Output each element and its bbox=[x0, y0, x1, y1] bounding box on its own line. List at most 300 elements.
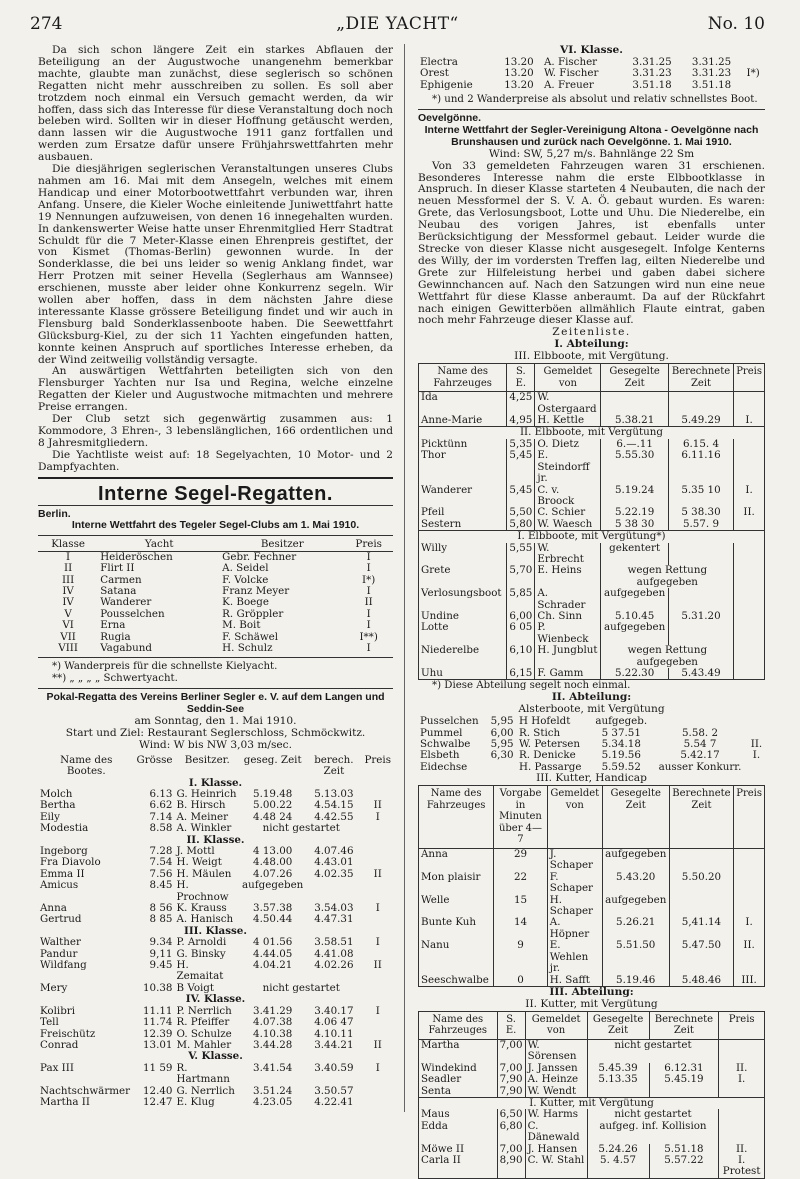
table-cell bbox=[362, 823, 393, 834]
table-cell: C. W. Stahl bbox=[525, 1155, 587, 1178]
paragraph: Der Club setzt sich gegenwärtig zusammen aus: 1 Kommodore, 3 Ehren-, 3 lebenslänglichen, 166 ordentlichen und 8 Jahresmitgliedern. bbox=[38, 413, 393, 449]
table-row bbox=[38, 632, 393, 643]
paragraph: Da sich schon längere Zeit ein starkes Abflauen der Beteiligung an der Augustwoche unangenehm bemerkbar machte, glaubte man zunächst, diese seglerisch so schönen Regatten nicht mehr ausschreiben zu sollen. Es soll aber trotzdem noch einmal ein Versuch gemacht werden, da wir hoffen, dass sich das Interesse für diese Veranstaltung doch noch beleben wird. Sollten wir in dieser Hoffnung getäuscht werden, dann lassen wir die Augustwoche 1911 ganz fortfallen und werden zum Ersatze dafür unsere Frühjahrswettfahrten mehr ausbauen. bbox=[38, 44, 393, 164]
table-row bbox=[419, 1086, 765, 1098]
table-cell: 5.58. 2 bbox=[682, 726, 719, 739]
table-cell: Uhu bbox=[419, 668, 507, 680]
table-cell: 5,50 bbox=[507, 507, 535, 518]
table-cell: Conrad bbox=[40, 1038, 79, 1051]
table-cell: Verlosungsboot bbox=[419, 588, 507, 611]
table-cell: 5,45 bbox=[507, 450, 535, 484]
table-cell: I bbox=[366, 619, 371, 632]
table-cell: F. Schäwel bbox=[222, 630, 279, 643]
issue-number: No. 10 bbox=[707, 14, 765, 34]
column-header: Name des Bootes. bbox=[60, 753, 113, 778]
table-row bbox=[419, 507, 765, 518]
table-cell: Walther bbox=[40, 936, 81, 949]
table-cell: 3.41.29 bbox=[253, 1004, 293, 1017]
table-cell: 3.50.57 bbox=[314, 1084, 354, 1097]
table-cell: R. Stich bbox=[518, 726, 561, 739]
table-row bbox=[419, 940, 765, 974]
table-row bbox=[419, 450, 765, 484]
table-cell: 3.40.59 bbox=[314, 1061, 354, 1074]
table-cell: 8,90 bbox=[497, 1155, 525, 1178]
table-cell: A. Schrader bbox=[535, 588, 601, 611]
table-cell: R. Gröppler bbox=[222, 607, 284, 620]
table-cell: aufgegeben bbox=[602, 849, 669, 872]
table-cell bbox=[719, 1086, 765, 1098]
table-cell bbox=[748, 716, 765, 727]
table-cell: J. Hansen bbox=[525, 1144, 587, 1155]
table-cell: Sestern bbox=[419, 519, 507, 531]
table-cell: 6,10 bbox=[507, 645, 535, 668]
table-cell: 4.07.46 bbox=[314, 845, 354, 857]
table-cell: C. v. Broock bbox=[535, 485, 601, 508]
table-cell: III. bbox=[734, 975, 765, 987]
table-cell: A. Fischer bbox=[543, 55, 598, 68]
table-cell: aufgegeben bbox=[601, 622, 668, 645]
table-cell: 4.02.26 bbox=[314, 959, 354, 972]
division-label: III. Abteilung: bbox=[549, 985, 634, 998]
table-cell: 9.34 bbox=[149, 936, 173, 949]
table-cell: 5.24.26 bbox=[587, 1144, 649, 1155]
table-cell: 5.26.21 bbox=[602, 917, 669, 940]
table-cell: 5.59.52 bbox=[601, 760, 641, 773]
table-cell: E. Wehlen jr. bbox=[547, 940, 602, 974]
table-cell: G. Binsky bbox=[176, 947, 226, 960]
table-cell: 15 bbox=[494, 895, 548, 918]
table-cell: 5.13.03 bbox=[314, 787, 354, 800]
division-label: I. Abteilung: bbox=[554, 338, 629, 351]
abteilung-2-table bbox=[418, 716, 765, 773]
column-header: Preis bbox=[719, 1011, 765, 1039]
table-cell: 6.12.31 bbox=[649, 1063, 719, 1074]
table-cell: F. Volcke bbox=[222, 573, 269, 586]
table-cell: Pax III bbox=[40, 1061, 74, 1074]
table-cell bbox=[362, 983, 393, 994]
table-cell: Maus bbox=[419, 1109, 498, 1120]
table-cell: Rugia bbox=[100, 630, 131, 643]
table-row bbox=[419, 1039, 765, 1062]
paragraph: Die Yachtliste weist auf: 18 Segelyachten, 10 Motor- und 2 Dampfyachten. bbox=[38, 448, 393, 473]
class-row bbox=[38, 994, 393, 1005]
table-cell: 13.01 bbox=[143, 1038, 173, 1051]
table-cell: J. Schaper bbox=[547, 849, 602, 872]
footnote: *) Diese Abteilung segelt noch einmal. bbox=[432, 680, 631, 692]
table-cell: Kolibri bbox=[40, 1004, 76, 1017]
table-cell: II. bbox=[750, 737, 763, 750]
column-header: Gesegelte Zeit bbox=[602, 786, 669, 849]
division-sub: Alsterboote, mit Vergütung bbox=[518, 703, 665, 716]
table-cell: Pfeil bbox=[419, 507, 507, 518]
table-cell: Senta bbox=[419, 1086, 498, 1098]
section-label: II. Elbboote, mit Vergütung bbox=[419, 427, 765, 439]
table-cell: 5.47.50 bbox=[669, 940, 734, 974]
table-cell: Pusselchen bbox=[420, 715, 479, 728]
table-cell: 5 38 30 bbox=[601, 519, 668, 531]
table-cell: 9 bbox=[494, 940, 548, 974]
table-cell: 22 bbox=[494, 872, 548, 895]
table-cell: 5,41.14 bbox=[669, 917, 734, 940]
table-row bbox=[419, 1109, 765, 1120]
table-cell: I bbox=[375, 1061, 380, 1074]
table-row bbox=[419, 917, 765, 940]
table-cell: 13.20 bbox=[504, 78, 534, 91]
table-cell: 12.40 bbox=[143, 1084, 173, 1097]
table-cell: Elsbeth bbox=[420, 749, 460, 762]
table-cell: 14 bbox=[494, 917, 548, 940]
table-cell: 3.44.28 bbox=[253, 1038, 293, 1051]
table-cell: Heideröschen bbox=[100, 550, 173, 563]
table-cell: 5 38.30 bbox=[668, 507, 733, 518]
table-cell bbox=[305, 880, 362, 903]
table-row bbox=[419, 611, 765, 622]
divider bbox=[38, 477, 393, 479]
table-cell: W. Sörensen bbox=[525, 1039, 587, 1062]
table-cell: A. Meiner bbox=[176, 810, 229, 823]
table-cell: Ch. Sinn bbox=[535, 611, 601, 622]
table-cell bbox=[668, 622, 733, 645]
table-cell: Erna bbox=[100, 619, 126, 632]
pokal-table bbox=[38, 755, 393, 1109]
journal-title: „DIE YACHT“ bbox=[336, 14, 459, 34]
table-cell bbox=[649, 1086, 719, 1098]
table-cell: 6,50 bbox=[497, 1109, 525, 1120]
table-row bbox=[419, 1074, 765, 1085]
table-cell: Windekind bbox=[419, 1063, 498, 1074]
table-cell: Fra Diavolo bbox=[40, 856, 101, 869]
table-cell bbox=[741, 80, 765, 91]
table-cell: aufgegeben bbox=[601, 588, 668, 611]
division-sub: III. Elbboote, mit Vergütung. bbox=[514, 350, 669, 363]
race-start: Start und Ziel: Restaurant Seglerschloss, Schmöckwitz. bbox=[65, 726, 366, 739]
table-cell bbox=[734, 895, 765, 918]
table-cell bbox=[748, 762, 765, 773]
column-header: Name des Fahrzeuges bbox=[419, 1011, 498, 1039]
table-cell: I*) bbox=[362, 573, 376, 586]
table-row bbox=[38, 823, 393, 834]
table-cell: 4.41.08 bbox=[314, 947, 354, 960]
table-cell: Carla II bbox=[419, 1155, 498, 1178]
column-header: Gemeldet von bbox=[525, 1011, 587, 1039]
table-cell: 5.48.46 bbox=[669, 975, 734, 987]
table-row bbox=[419, 392, 765, 415]
table-cell: 5.10.45 bbox=[601, 611, 668, 622]
table-row bbox=[418, 716, 765, 727]
table-cell: 11.11 bbox=[143, 1004, 173, 1017]
table-cell: wegen Rettung aufgegeben bbox=[601, 565, 734, 588]
table-cell: Bertha bbox=[40, 799, 76, 812]
table-cell: W. Fischer bbox=[543, 67, 599, 80]
table-row bbox=[38, 597, 393, 608]
table-row bbox=[38, 937, 393, 948]
table-cell: 4.42.55 bbox=[314, 810, 354, 823]
race-title: Interne Wettfahrt der Segler-Vereinigung Altona - Oevelgönne nach Brunshausen und zurück nach Oevelgönne. 1. Mai 1910. bbox=[424, 123, 759, 148]
page-number: 274 bbox=[30, 14, 63, 34]
table-cell: W. Erbrecht bbox=[535, 543, 601, 566]
table-cell: Lotte bbox=[419, 622, 507, 645]
table-cell: IV bbox=[62, 596, 74, 609]
table-cell: Ephigenie bbox=[420, 78, 473, 91]
race-wind: Wind: SW, 5,27 m/s. Bahnlänge 22 Sm bbox=[488, 147, 695, 160]
table-cell: Gebr. Fechner bbox=[222, 550, 297, 563]
table-cell: 3.31.23 bbox=[691, 67, 732, 80]
table-cell: 5.13.35 bbox=[587, 1074, 649, 1085]
table-cell bbox=[734, 519, 765, 531]
table-cell: E. Steindorff jr. bbox=[535, 450, 601, 484]
table-cell: 4.48.00 bbox=[253, 856, 293, 869]
divider bbox=[418, 109, 765, 110]
table-cell bbox=[734, 565, 765, 588]
table-cell: I. bbox=[734, 415, 765, 427]
table-row bbox=[419, 588, 765, 611]
table-cell: A. Seidel bbox=[222, 562, 269, 575]
table-cell: Eidechse bbox=[420, 760, 468, 773]
table-cell: G. Nerrlich bbox=[176, 1084, 235, 1097]
table-cell bbox=[487, 762, 517, 773]
table-cell: II bbox=[364, 596, 373, 609]
table-cell: 7,90 bbox=[497, 1074, 525, 1085]
table-cell: Martha II bbox=[40, 1095, 90, 1108]
table-cell: F. Gamm bbox=[535, 668, 601, 680]
table-cell: Flirt II bbox=[100, 562, 135, 575]
table-cell: E. Klug bbox=[176, 1095, 215, 1108]
table-cell bbox=[734, 588, 765, 611]
table-cell: Seadler bbox=[419, 1074, 498, 1085]
table-cell bbox=[668, 392, 733, 415]
table-row bbox=[419, 485, 765, 508]
table-cell: 13.20 bbox=[504, 55, 534, 68]
abteilung-3-table bbox=[418, 1011, 765, 1179]
table-cell: I bbox=[366, 562, 371, 575]
table-cell: Franz Meyer bbox=[222, 584, 290, 597]
table-cell: 8 85 bbox=[149, 913, 173, 926]
table-cell: 3.58.51 bbox=[314, 936, 354, 949]
table-cell bbox=[734, 622, 765, 645]
table-cell: Satana bbox=[100, 584, 137, 597]
table-cell: II bbox=[373, 799, 382, 812]
table-cell: Mon plaisir bbox=[419, 872, 494, 895]
table-cell: Electra bbox=[420, 55, 458, 68]
table-cell: aufgegeben bbox=[602, 895, 669, 918]
table-cell: 7,00 bbox=[497, 1039, 525, 1062]
city-label: Berlin. bbox=[38, 507, 71, 520]
table-cell: H. Zemaitat bbox=[176, 959, 224, 983]
table-cell bbox=[587, 1086, 649, 1098]
table-cell: H. Mäulen bbox=[176, 867, 232, 880]
table-cell: O. Dietz bbox=[535, 439, 601, 450]
column-header: Preis bbox=[734, 786, 765, 849]
table-cell: Wanderer bbox=[100, 596, 152, 609]
table-cell: 5. 4.57 bbox=[587, 1155, 649, 1178]
table-cell: E. Heins bbox=[535, 565, 601, 588]
table-cell: I bbox=[366, 607, 371, 620]
table-cell: III bbox=[61, 573, 75, 586]
table-cell: 5,95 bbox=[490, 737, 514, 750]
table-cell: W. Harms bbox=[525, 1109, 587, 1120]
table-cell: II bbox=[373, 1038, 382, 1051]
table-cell: H. Schulz bbox=[222, 642, 273, 654]
abteilung-1-table bbox=[418, 363, 765, 680]
table-cell: 5.43.49 bbox=[668, 668, 733, 680]
paragraph: An auswärtigen Wettfahrten beteiligten sich von den Flensburger Yachten nur Isa und Regina, welche einzelne Regatten der Kieler und Augustwoche mitmachten und mehrere Preise errangen. bbox=[38, 365, 393, 414]
table-cell: P. Wienbeck bbox=[535, 622, 601, 645]
table-cell: 5,55 bbox=[507, 543, 535, 566]
column-header: S. E. bbox=[507, 364, 535, 392]
table-cell: Seeschwalbe bbox=[419, 975, 494, 987]
table-cell: B Voigt bbox=[176, 981, 215, 994]
table-row bbox=[38, 643, 393, 654]
division-sub: III. Kutter, Handicap bbox=[536, 772, 647, 785]
table-cell: 6,00 bbox=[507, 611, 535, 622]
table-cell: 5.51.18 bbox=[649, 1144, 719, 1155]
table-cell: V bbox=[64, 607, 72, 620]
zeitenliste-label: Zeitenliste. bbox=[552, 326, 631, 339]
table-cell bbox=[719, 1109, 765, 1120]
table-cell: II bbox=[64, 562, 73, 575]
table-cell bbox=[362, 880, 393, 903]
table-cell: aufgegeben bbox=[242, 879, 304, 892]
kutter-table bbox=[418, 785, 765, 987]
table-cell: 4.43.01 bbox=[314, 856, 354, 869]
column-header: Gesegelte Zeit bbox=[587, 1011, 649, 1039]
table-row bbox=[38, 620, 393, 631]
table-cell: II. bbox=[734, 940, 765, 974]
table-cell: 4.50.44 bbox=[253, 913, 293, 926]
table-cell: 5.19.24 bbox=[601, 485, 668, 508]
table-cell: A. Winkler bbox=[176, 822, 232, 835]
table-cell: nicht gestartet bbox=[587, 1109, 719, 1120]
table-cell: VII bbox=[60, 630, 76, 643]
table-cell: 5.19.46 bbox=[602, 975, 669, 987]
table-cell: 5.34.18 bbox=[601, 737, 641, 750]
table-cell: 3.54.03 bbox=[314, 902, 354, 915]
table-cell: 4.10.11 bbox=[314, 1027, 354, 1040]
table-cell: Picktünn bbox=[419, 439, 507, 450]
table-cell: ausser Konkurr. bbox=[658, 760, 742, 773]
table-cell: Pousselchen bbox=[100, 607, 165, 620]
table-cell bbox=[362, 846, 393, 857]
table-cell: 13.20 bbox=[504, 67, 534, 80]
table-cell: 5.19.56 bbox=[601, 749, 641, 762]
table-cell bbox=[734, 645, 765, 668]
table-cell: 7,00 bbox=[497, 1063, 525, 1074]
table-row bbox=[419, 543, 765, 566]
table-cell: 5.55.30 bbox=[601, 450, 668, 484]
table-cell bbox=[719, 1121, 765, 1144]
table-cell: 4.44.05 bbox=[253, 947, 293, 960]
table-cell: P. Nerrlich bbox=[176, 1004, 232, 1017]
class-label: II. Klasse. bbox=[186, 833, 245, 846]
table-cell: 4.54.15 bbox=[314, 799, 354, 812]
table-cell bbox=[734, 611, 765, 622]
table-cell: 11.74 bbox=[143, 1016, 173, 1029]
table-cell bbox=[734, 392, 765, 415]
table-cell: 5.57.22 bbox=[649, 1155, 719, 1178]
table-cell: 12.47 bbox=[143, 1095, 173, 1108]
table-cell: J. Janssen bbox=[525, 1063, 587, 1074]
table-cell: 5.42.17 bbox=[680, 749, 720, 762]
table-cell: C. Schier bbox=[535, 507, 601, 518]
table-cell: 3.44.21 bbox=[314, 1038, 354, 1051]
table-cell: nicht gestartet bbox=[262, 981, 340, 994]
table-cell: 3.51.18 bbox=[691, 78, 732, 91]
class-label: IV. Klasse. bbox=[185, 993, 246, 1006]
table-cell: 5 37.51 bbox=[601, 726, 641, 739]
table-cell: 4.22.41 bbox=[314, 1095, 354, 1108]
table-cell: IV bbox=[62, 584, 74, 597]
table-cell: 4 13.00 bbox=[253, 845, 293, 857]
class-row bbox=[38, 1051, 393, 1062]
table-cell: I bbox=[375, 936, 380, 949]
race-title: Pokal-Regatta des Vereins Berliner Segler e. V. auf dem Langen und Seddin-See bbox=[46, 691, 385, 716]
table-cell: 5.45.19 bbox=[649, 1074, 719, 1085]
table-row bbox=[38, 551, 393, 563]
table-cell: Anna bbox=[40, 902, 67, 915]
table-row bbox=[38, 880, 393, 903]
divider bbox=[38, 535, 393, 536]
table-row bbox=[38, 1097, 393, 1108]
table-cell: Ingeborg bbox=[40, 845, 88, 857]
table-cell: Niederelbe bbox=[419, 645, 507, 668]
table-row bbox=[419, 622, 765, 645]
table-cell: II. bbox=[734, 507, 765, 518]
table-cell: 4.02.35 bbox=[314, 867, 354, 880]
table-cell: A. Freuer bbox=[543, 78, 594, 91]
table-cell: I**) bbox=[359, 630, 378, 643]
table-cell: Anne-Marie bbox=[419, 415, 507, 427]
table-cell: M. Boit bbox=[222, 619, 261, 632]
table-row bbox=[419, 415, 765, 427]
divider bbox=[38, 505, 393, 506]
table-cell: Anna bbox=[419, 849, 494, 872]
table-cell: 4.07.38 bbox=[253, 1016, 293, 1029]
table-cell bbox=[734, 849, 765, 872]
table-cell: I bbox=[366, 642, 371, 654]
table-cell: W. Ostergaard bbox=[535, 392, 601, 415]
table-cell: 5.00.22 bbox=[253, 799, 293, 812]
table-cell: H Hofeldt bbox=[518, 715, 571, 728]
table-cell bbox=[668, 543, 733, 566]
table-row bbox=[418, 68, 765, 79]
table-cell: 3.40.17 bbox=[314, 1004, 354, 1017]
table-cell: F. Schaper bbox=[547, 872, 602, 895]
table-cell: VI bbox=[62, 619, 74, 632]
table-cell: Welle bbox=[419, 895, 494, 918]
table-row bbox=[38, 869, 393, 880]
column-header: Klasse bbox=[38, 539, 98, 551]
column-header: Gemeldet von bbox=[547, 786, 602, 849]
city-label: Oevelgönne. bbox=[418, 112, 482, 125]
table-cell: 3.31.25 bbox=[691, 55, 732, 68]
footnote: **) „ „ „ „ Schwertyacht. bbox=[52, 673, 178, 685]
table-cell: 3.41.54 bbox=[253, 1061, 293, 1074]
table-cell bbox=[734, 668, 765, 680]
table-cell bbox=[734, 439, 765, 450]
table-cell bbox=[734, 543, 765, 566]
table-row bbox=[419, 565, 765, 588]
table-cell: 5,45 bbox=[507, 485, 535, 508]
column-header: geseg. Zeit bbox=[243, 753, 302, 766]
table-cell: 5.43.20 bbox=[602, 872, 669, 895]
table-cell: 6.—.11 bbox=[601, 439, 668, 450]
vi-klasse-table bbox=[418, 57, 765, 91]
table-cell: 4.47.31 bbox=[314, 913, 354, 926]
table-cell: 3.51.24 bbox=[253, 1084, 293, 1097]
table-cell: Molch bbox=[40, 787, 73, 800]
table-cell: Pandur bbox=[40, 947, 78, 960]
table-cell: I bbox=[375, 810, 380, 823]
